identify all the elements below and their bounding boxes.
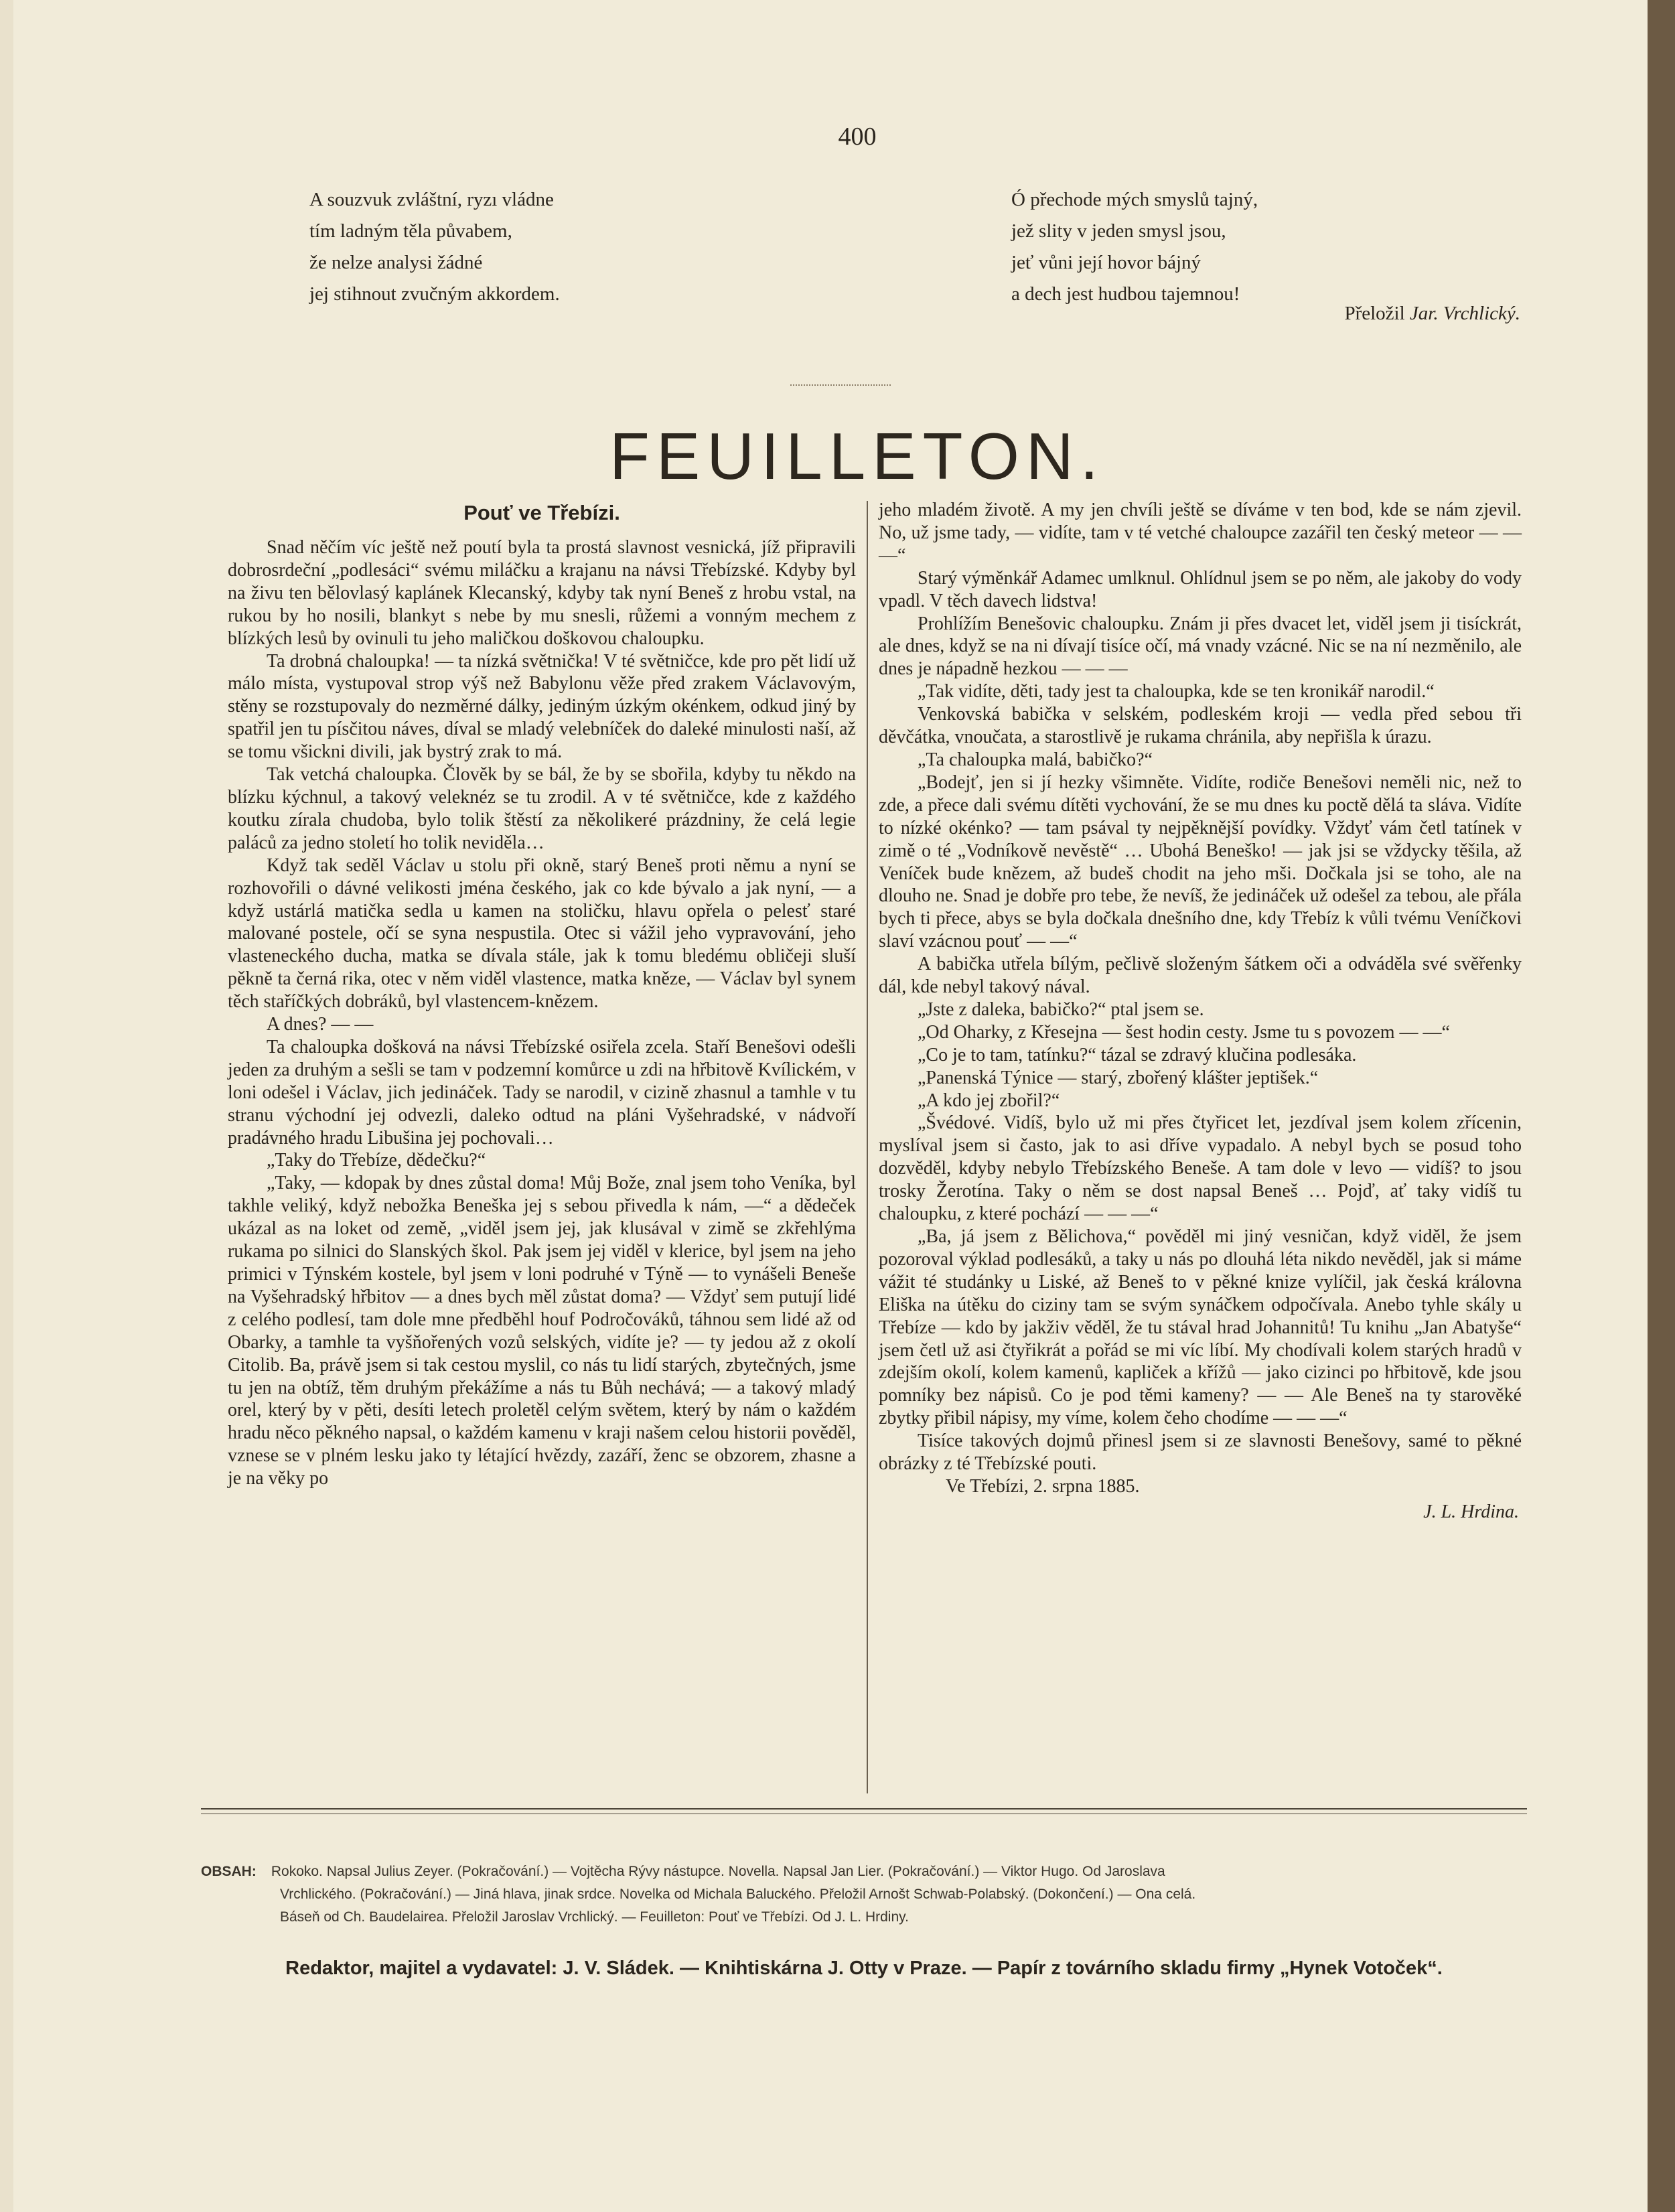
contents-line	[201, 1860, 1527, 1883]
article-paragraph: Starý výměnkář Adamec umlknul. Ohlídnul jsem se po něm, ale jakoby do vody vpadl. V těch davech lidstva!	[879, 567, 1522, 611]
article-paragraph: A babička utřela bílým, pečlivě složeným šátkem oči a odváděla své svěřenky dál, kde nebyl takový nával.	[879, 954, 1522, 998]
article-paragraph: „Bodejť, jen si jí hezky všimněte. Vidíte, rodiče Benešovi neměli nic, než to zde, a přece dali svému dítěti vychování, že se mu dnes ku poctě dělá ta sláva. Vidíte to nízké okénko? — tam psával ty nejpěknější povídky. Vždyť vám četl tatínek v zimě o té „Vodníkově nevěstě“ … Ubohá Beneško! — jak jsi se vždycky těšila, až Veníček bude knězem, až budeš chodit na jeho mši. Dočkala jsi se toho, ale na dlouho ne. Snad je dobře pro tebe, že nevíš, že jedináček už odešel za tebou, ale přála bych ti přece, abys se byla dočkala dnešního dne, kdy Třebíz k vůli tvému Veníčkovi slaví vzácnou pouť — —“	[879, 771, 1522, 952]
article-paragraph: „Taky, — kdopak by dnes zůstal doma! Můj Bože, znal jsem toho Veníka, byl takhle veliký, když nebožka Beneška jej s sebou přivedla k nám, —“ a dědeček ukázal as na loket od země, „viděl jsem jej, jak klusával v zimě se zkřehlýma rukama po silnici do Slanských škol. Pak jsem jej viděl v klerice, byl jsem na jeho primici v Týnském kostele, byl jsem v loni podruhé v Týně — to vynášeli Beneše na Vyšehradský hřbitov — a dnes bych měl zůstat doma? — Vždyť sem putují lidé z celého podlesí, tam dole mne předběhl houf Področováků, táhnou sem lidé až od Obarky, a tamhle ta vyšňořených vozů selských, vidíte je? — ty jedou až z okolí Citolib. Ba, právě jsem si tak cestou myslil, co nás tu lidí starých, zbytečných, jsme tu jen na obtíž, těm druhým překážíme a nás tu Bůh nechává; — a takový mladý orel, který by v pěti, desíti letech proletěl celým světem, který by nám o každém hradu něco pěkného napsal, o každém kamenu v kraji našem celou historii pověděl, vznese se v plném lesku jako ty létající hvězdy, zazáří, ženc se obzorem, zhasne a je na věky po	[228, 1173, 856, 1489]
poem-line: tím ladným těla půvabem,	[309, 220, 512, 242]
article-column-left	[228, 499, 856, 1490]
poem-line: jež slity v jeden smysl jsou,	[1011, 220, 1226, 242]
article-paragraph: „Taky do Třebíze, dědečku?“	[267, 1150, 486, 1171]
poem-line: A souzvuk zvláštní, ryzı vládne	[309, 189, 554, 210]
article-paragraph: „Ta chaloupka malá, babičko?“	[918, 749, 1153, 770]
translator-prefix: Přeložil	[1344, 303, 1405, 324]
publisher-imprint: Redaktor, majitel a vydavatel: J. V. Sládek. — Knihtiskárna J. Otty v Praze. — Papír z továrního skladu firmy „Hynek Votoček“.	[285, 1958, 1443, 1979]
poem-line: Ó přechode mých smyslů tajný,	[1011, 189, 1258, 210]
article-signature: J. L. Hrdina.	[1423, 1501, 1519, 1522]
article-paragraph: Snad něčím víc ještě než poutí byla ta prostá slavnost vesnická, jíž připravili dobrosrdeční „podlesáci“ svému miláčku a krajanu na návsi Třebízské. Kdyby byl na živu ten bělovlasý kaplánek Klecanský, kdyby tak nyní Beneš z hrobu vstal, na rukou by ho nosili, blankyt s nebe by mu snesli, růžemi a vonným mechem z blízkých lesů by ovinuli tu jeho maličkou doškovou chaloupku.	[228, 537, 856, 649]
poem-right-stanza	[1011, 184, 1534, 310]
contents-text: Rokoko. Napsal Julius Zeyer. (Pokračování.) — Vojtěcha Rývy nástupce. Novella. Napsal Jan Lier. (Pokračování.) — Viktor Hugo. Od Jaroslava	[271, 1864, 1165, 1879]
translator-name: Jar. Vrchlický.	[1409, 303, 1520, 324]
article-column-right	[879, 499, 1522, 1524]
poem-line: a dech jest hudbou tajemnou!	[1011, 283, 1240, 305]
section-title: FEUILLETON.	[609, 419, 1105, 493]
footer-rule	[201, 1808, 1527, 1814]
article-paragraph: jeho mladém životě. A my jen chvíli ještě se díváme v ten bod, kde se nám zjevil. No, už jsme tady, — vidíte, tam v té vetché chaloupce zazářil ten český meteor — — —“	[879, 500, 1522, 566]
article-paragraph: „Co je to tam, tatínku?“ tázal se zdravý klučina podlesáka.	[918, 1044, 1357, 1065]
contents-label: OBSAH:	[201, 1864, 257, 1879]
contents-line: Báseň od Ch. Baudelairea. Přeložil Jaroslav Vrchlický. — Feuilleton: Pouť ve Třebízi. Od J. L. Hrdiny.	[280, 1909, 909, 1925]
poem-line: jej stihnout zvučným akkordem.	[309, 283, 560, 305]
article-paragraph: Ta chaloupka došková na návsi Třebízské osiřela zcela. Staří Benešovi odešli jeden za druhým a sešli se tam v podzemní komůrce u zdi na hřbitově Kvílickém, v loni odešel i Václav, jich jedináček. Tady se narodil, v cizině zhasnul a tamhle v tu stranu východní jej odvezli, daleko odtud na pláni Vyšehradské, v nádvoří pradávného hradu Libušina jej pochovali…	[228, 1036, 856, 1149]
article-dateline: Ve Třebízi, 2. srpna 1885.	[946, 1475, 1140, 1497]
page-edge	[1648, 0, 1675, 2212]
decorative-divider	[790, 384, 891, 386]
article-paragraph: „Ba, já jsem z Bělichova,“ pověděl mi jiný vesničan, když viděl, že jsem pozoroval výklad podlesáků, a taky u nás po dlouhá léta nikdo nevěděl, jak si máme vážit té studánky u Liské, až Beneš to v pěkné knize vylíčil, jak česká královna Eliška na útěku do ciziny tam se svým synáčkem odpočívala. Anebo tyhle skály u Třebíze — kdo by jakživ věděl, že tu stával hrad Johannitů! Tu knihu „Jan Abatyše“ jsem četl už asi čtyřikrát a pořád se mi víc líbí. My chodívali kolem starých hradů v zdejším okolí, kolem kamenů, kapliček a křížů — jako cizinci po hřbitově, kde jsou pomníky bez nápisů. Co je pod těmi kameny? — — Ale Beneš na ty starověké zbytky přibil nápisy, my víme, kolem čeho chodíme — — —“	[879, 1226, 1522, 1429]
article-paragraph: Tisíce takových dojmů přinesl jsem si ze slavnosti Benešovy, samé to pěkné obrázky z té Třebízské pouti.	[879, 1430, 1522, 1475]
article-paragraph: „Panenská Týnice — starý, zbořený klášter jeptišek.“	[918, 1067, 1319, 1088]
column-divider	[867, 501, 868, 1793]
poem-line: jeť vůni její hovor bájný	[1011, 252, 1201, 273]
article-paragraph: Když tak seděl Václav u stolu při okně, starý Beneš proti němu a nyní se rozhovořili o dávné velikosti jména českého, jak co kde bývalo a jak nyní, — a když ustárlá matička sedla u kamen na stoličku, hlavu opřela o pelesť staré malované postele, očí se syna nespustila. Otec si vážil jeho vypravování, jeho vlasteneckého ducha, matka se dívala stále, jak k tomu bledému obličeji sluší pěkně ta černá rika, otec v něm viděl vlastence, matka kněze, — Václav byl synem těch staříčkých dobráků, byl vlastencem-knězem.	[228, 855, 856, 1013]
article-paragraph: Prohlížím Benešovic chaloupku. Znám ji přes dvacet let, viděl jsem ji tisíckrát, ale dnes, když se na ni dívají tisíce očí, má vnady vzácné. Nic se na ní nezměnilo, ale dnes je nápadně hezkou — — —	[879, 613, 1522, 680]
article-title: Pouť ve Třebízi.	[463, 501, 620, 524]
article-paragraph: Tak vetchá chaloupka. Člověk by se bál, že by se sbořila, kdyby tu někdo na blízku kýchnul, a takový veleknéz se tu zrodil. A v té světničce, kde z každého koutku zírala chudoba, bylo tolik štěstí za několikeré prázdniny, že celá legie paláců za jedno století ho tolik neviděla…	[228, 764, 856, 853]
article-paragraph: A dnes? — —	[267, 1014, 374, 1035]
poem-line: že nelze analysi žádné	[309, 252, 483, 273]
article-paragraph: „Jste z daleka, babičko?“ ptal jsem se.	[918, 999, 1204, 1020]
article-paragraph: „Tak vidíte, děti, tady jest ta chaloupka, kde se ten kronikář narodil.“	[918, 681, 1435, 703]
poem-translator-credit	[1206, 303, 1520, 325]
article-paragraph: „A kdo jej zbořil?“	[918, 1090, 1060, 1111]
contents-line: Vrchlického. (Pokračování.) — Jiná hlava, jinak srdce. Novelka od Michala Baluckého. Přeložil Arnošt Schwab-Polabský. (Dokončení.) — Ona celá.	[280, 1887, 1196, 1902]
article-paragraph: Venkovská babička v selském, podleském kroji — vedla před sebou tři děvčátka, vnoučata, a starostlivě je rukama chránila, aby nepřišla k úrazu.	[879, 704, 1522, 748]
article-paragraph: Ta drobná chaloupka! — ta nízká světnička! V té světničce, kde pro pět lidí už málo místa, vystupoval strop výš než Babylonu věže před zrakem Václavovým, stěny se rozstupovaly do nezměrné dálky, jediným úzkým okénkem, odkud jiný by spatřil jen tu písčitou náves, díval se mladý velebníček do daleké minulosti naší, až se tomu všickni divili, jak bystrý zrak to má.	[228, 650, 856, 763]
page-number: 400	[838, 123, 877, 151]
poem-left-stanza	[309, 184, 711, 310]
article-paragraph: „Švédové. Vidíš, bylo už mi přes čtyřicet let, jezdíval jsem kolem zřícenin, myslíval jsem si často, jak to asi dříve vypadalo. A nebyl bych se posud toho dozvěděl, kdyby nebylo Třebízského Beneše. A tam dole v levo — vidíš? to jsou trosky Žerotína. Taky o něm se dost napsal Beneš … Pojď, ať taky vidíš tu chaloupku, z které pochází — — —“	[879, 1112, 1522, 1225]
table-of-contents	[201, 1860, 1527, 1929]
article-paragraph: „Od Oharky, z Křesejna — šest hodin cesty. Jsme tu s povozem — —“	[918, 1021, 1450, 1043]
